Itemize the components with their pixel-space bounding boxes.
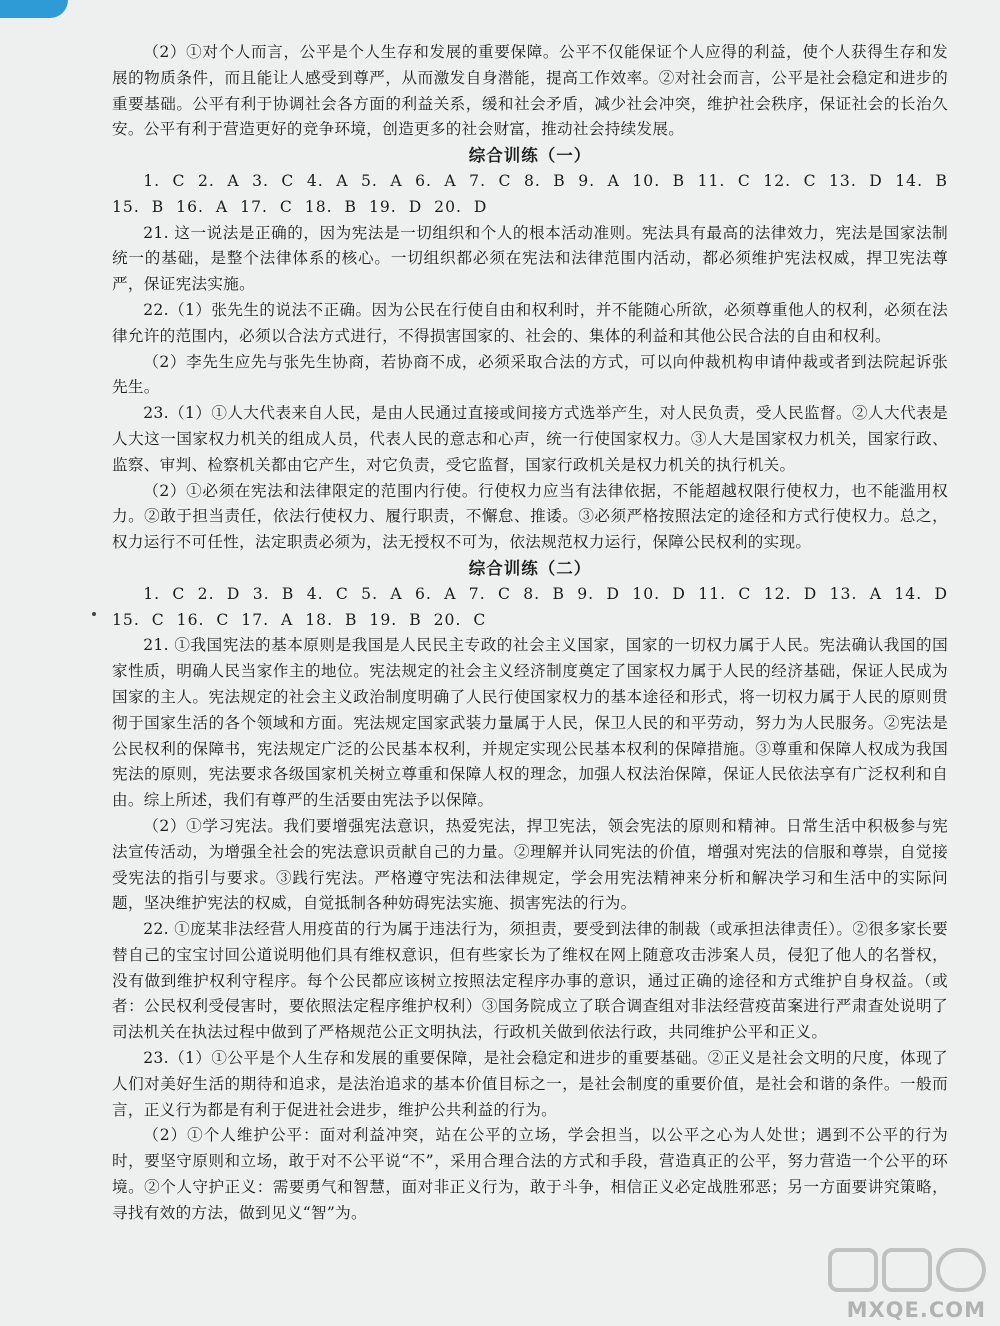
section-1-q23-part1: 23.（1）①人大代表来自人民，是由人民通过直接或间接方式选举产生，对人民负责，受人民监督。②人大代表是人大这一国家权力机关的组成人员，代表人民的意志和心声，统一行使国家权力。③人大是国家权力机关，国家行政、监察、审判、检察机关都由它产生，对它负责，受它监督，国家行政机关是权力机关的执行机关。 xyxy=(112,404,948,474)
section-1-choice-answers: 1. C 2. A 3. C 4. A 5. A 6. A 7. C 8. B 9. A 10. B 11. C 12. C 13. D 14. B 15. B 16. A 17. C 18. B 19. D 20. D xyxy=(112,171,948,216)
section-2-q21-part2: （2）①学习宪法。我们要增强宪法意识，热爱宪法，捍卫宪法，领会宪法的原则和精神。日常生活中积极参与宪法宣传活动，为增强全社会的宪法意识贡献自己的力量。②理解并认同宪法的价值，增强对宪法的信服和尊崇，自觉接受宪法的指引与要求。③践行宪法。严格遵守宪法和法律规定，学会用宪法精神来分析和解决学习和生活中的实际问题，坚决维护宪法的权威，自觉抵制各种妨碍宪法实施、损害宪法的行为。 xyxy=(112,816,948,913)
section-1-title: 综合训练（一） xyxy=(468,146,592,166)
section-2-q23-part1: 23.（1）①公平是个人生存和发展的重要保障，是社会稳定和进步的重要基础。②正义是社会文明的尺度，体现了人们对美好生活的期待和追求，是法治追求的基本价值目标之一，是社会制度的重要价值，是社会和谐的条件。一般而言，正义行为都是有利于促进社会进步，维护公共利益的行为。 xyxy=(112,1049,948,1119)
section-2-q23-part2: （2）①个人维护公平：面对利益冲突，站在公平的立场，学会担当，以公平之心为人处世；遇到不公平的行为时，要坚守原则和立场，敢于对不公平说“不”，采用合理合法的方式和手段，营造真正的公平，努力营造一个公平的环境。②个人守护正义：需要勇气和智慧，面对非正义行为，敢于斗争，相信正义必定战胜邪恶；另一方面要讲究策略，寻找有效的方法，做到见义“智”为。 xyxy=(112,1126,948,1222)
answer-page xyxy=(112,40,948,1227)
watermark-text: MXQE.COM xyxy=(846,1298,986,1322)
intro-paragraph: （2）①对个人而言，公平是个人生存和发展的重要保障。公平不仅能保证个人应得的利益，使个人获得生存和发展的物质条件，而且能让人感受到尊严，从而激发自身潜能，提高工作效率。②对社会而言，公平是社会稳定和进步的重要基础。公平有利于协调社会各方面的利益关系，缓和社会矛盾，减少社会冲突，维护社会秩序，保证社会的长治久安。公平有利于营造更好的竞争环境，创造更多的社会财富，推动社会持续发展。 xyxy=(112,43,948,139)
section-2-q22: 22. ①庞某非法经营人用疫苗的行为属于违法行为，须担责，要受到法律的制裁（或承担法律责任）。②很多家长要替自己的宝宝讨回公道说明他们具有维权意识，但有些家长为了维权在网上随意攻击涉案人员，侵犯了他人的名誉权，没有做到维护权利守程序。每个公民都应该树立按照法定程序办事的意识，通过正确的途径和方式维护自身权益。（或者：公民权利受侵害时，要依照法定程序维护权利）③国务院成立了联合调查组对非法经营疫苗案进行严肃查处说明了司法机关在执法过程中做到了严格规范公正文明执法，行政机关做到依法行政，共同维护公平和正义。 xyxy=(112,920,948,1042)
section-2-q21-part1: 21. ①我国宪法的基本原则是我国是人民民主专政的社会主义国家，国家的一切权力属于人民。宪法确认我国的国家性质，明确人民当家作主的地位。宪法规定的社会主义经济制度奠定了国家权力属于人民的经济基础，保证人民成为国家的主人。宪法规定的社会主义政治制度明确了人民行使国家权力的基本途径和形式，将一切权力属于人民的原则贯彻于国家生活的各个领域和方面。宪法规定国家武装力量属于人民，保卫人民的和平劳动，努力为人民服务。②宪法是公民权利的保障书，宪法规定广泛的公民基本权利，并规定实现公民基本权利的保障措施。③尊重和保障人权成为我国宪法的原则，宪法要求各级国家机关树立尊重和保障人权的理念，加强人权法治保障，保证人民依法享有广泛权利和自由。综上所述，我们有尊严的生活要由宪法予以保障。 xyxy=(112,636,948,810)
section-2-choice-answers: 1. C 2. D 3. B 4. C 5. A 6. A 7. C 8. B 9. D 10. D 11. C 12. D 13. A 14. D 15. C 16. C 17. A 18. B 19. B 20. C xyxy=(112,584,948,629)
section-1-q23-part2: （2）①必须在宪法和法律限定的范围内行使。行使权力应当有法律依据，不能超越权限行使权力，也不能滥用权力。②敢于担当责任，依法行使权力、履行职责，不懈怠、推诿。③必须严格按照法定的途径和方式行使权力。总之，权力运行不可任性，法定职责必须为，法无授权不可为，依法规范权力运行，保障公民权利的实现。 xyxy=(112,481,948,552)
page-corner-tab xyxy=(0,0,68,18)
section-2-title: 综合训练（二） xyxy=(468,558,592,578)
section-1-q22-part2: （2）李先生应先与张先生协商，若协商不成，必须采取合法的方式，可以向仲裁机构申请仲裁或者到法院起诉张先生。 xyxy=(112,352,948,397)
stray-mark xyxy=(92,612,96,616)
section-1-q21: 21. 这一说法是正确的，因为宪法是一切组织和个人的根本活动准则。宪法具有最高的法律效力，宪法是国家法制统一的基础，是整个法律体系的核心。一切组织都必须在宪法和法律范围内活动，都必须维护宪法权威，捍卫宪法尊严，保证宪法实施。 xyxy=(112,223,948,294)
section-1-q22-part1: 22.（1）张先生的说法不正确。因为公民在行使自由和权利时，并不能随心所欲，必须尊重他人的权利，必须在法律允许的范围内，必须以合法方式进行，不得损害国家的、社会的、集体的利益和其他公民合法的自由和权利。 xyxy=(112,300,948,345)
